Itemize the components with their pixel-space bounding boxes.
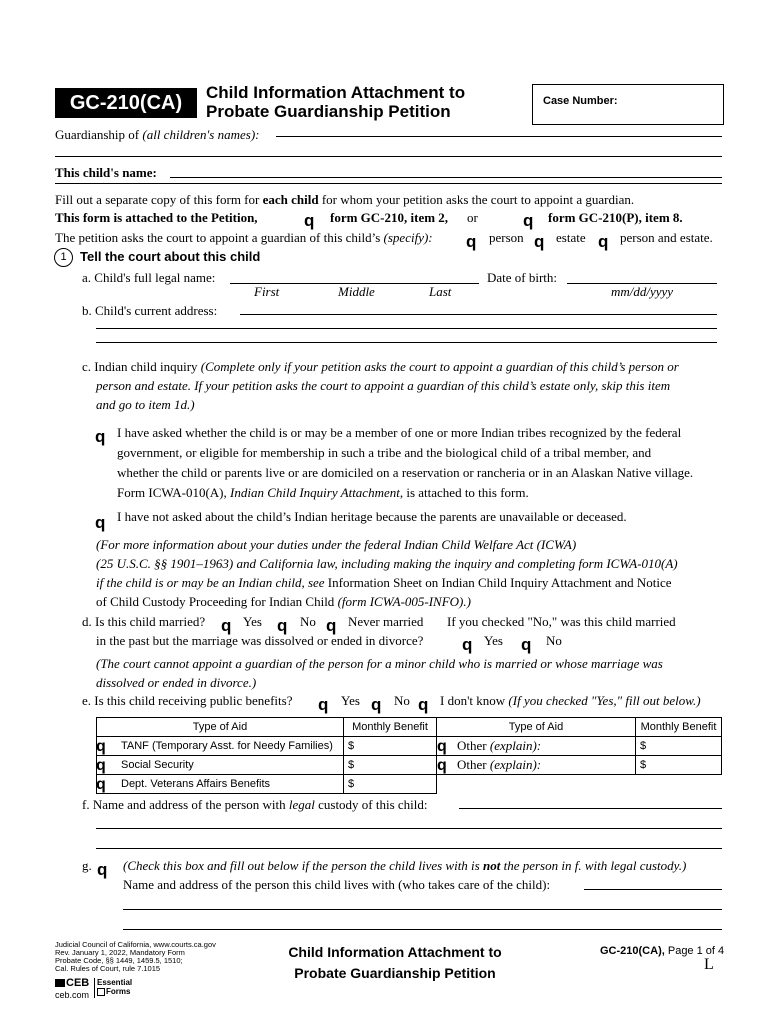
checkbox-lives-with[interactable]: q	[97, 860, 108, 879]
section-heading: Tell the court about this child	[80, 249, 261, 264]
checkbox-married-yes[interactable]: q	[221, 616, 232, 635]
checkbox-social-security[interactable]: q	[96, 757, 106, 774]
footer-page: GC-210(CA), Page 1 of 4	[600, 945, 725, 957]
checkbox-benefits-no[interactable]: q	[371, 695, 382, 714]
checkbox-gc210p[interactable]: q	[523, 211, 534, 230]
footer-title: Child Information Attachment to Probate Guardianship Petition	[288, 944, 502, 981]
checkbox-estate[interactable]: q	[534, 232, 545, 251]
case-number-box[interactable]	[532, 84, 724, 125]
f-label: f. Name and address of the person with legal custody of this child:	[82, 797, 428, 812]
checkbox-benefits-dontknow[interactable]: q	[418, 695, 429, 714]
table-row: q Other (explain): $	[437, 756, 722, 775]
ceb-url: ceb.com	[55, 990, 90, 1000]
married-yes: Yes	[243, 614, 262, 629]
benefits-dontknow: I don't know (If you checked "Yes," fill out below.)	[440, 693, 701, 708]
checkbox-gc210[interactable]: q	[304, 211, 315, 230]
checkbox-va[interactable]: q	[96, 776, 106, 793]
guardianship-hint: (all children's names):	[142, 127, 260, 142]
guardianship-label-row	[55, 127, 259, 143]
opt-gc210: form GC-210, item 2,	[330, 210, 449, 225]
form-title-line1: Child Information Attachment to	[206, 83, 466, 102]
col-monthly-benefit: Monthly Benefit	[344, 718, 437, 737]
checkbox-divorced-no[interactable]: q	[521, 635, 532, 654]
table-row: q Other (explain): $	[437, 737, 722, 756]
divorced-no: No	[546, 633, 562, 648]
e-label: e. Is this child receiving public benefits?	[82, 693, 293, 708]
col-type-of-aid: Type of Aid	[97, 718, 344, 737]
other2-amount[interactable]: $	[636, 756, 722, 775]
logo-divider	[94, 978, 95, 998]
g-text2: Name and address of the person this child lives with (who takes care of the child):	[123, 877, 551, 892]
checkbox-other-2[interactable]: q	[437, 757, 447, 774]
table-row: q Dept. Veterans Affairs Benefits $	[97, 775, 437, 794]
d-line2: in the past but the marriage was dissolved or ended in divorce?	[96, 633, 424, 648]
married-no: No	[300, 614, 316, 629]
address-field-2[interactable]	[96, 328, 717, 329]
childs-name-label: This child's name:	[55, 165, 157, 180]
essential-forms-logo: Essential Forms	[97, 978, 133, 996]
opt-estate: estate	[556, 230, 586, 245]
tanf-amount[interactable]: $	[344, 737, 437, 756]
checkbox-icwa-not-asked[interactable]: q	[95, 513, 106, 532]
guardianship-field-2[interactable]	[55, 156, 722, 157]
or-label: or	[467, 210, 478, 225]
opt-person: person	[489, 230, 524, 245]
c-info: (For more information about your duties under the federal Indian Child Welfare Act (ICWA) (25 U.S.C. §§ 1901–1963) and California law, including making the inquiry and completing form ICWA-010(A) if the child is or may be an Indian child, see Information Sheet on Indian Child Inquiry Attachment and Notice of Child Custody Proceeding for Indian Child (form ICWA-005-INFO).)	[96, 537, 678, 609]
checkbox-person[interactable]: q	[466, 232, 477, 251]
table-row: q TANF (Temporary Asst. for Needy Families) $	[97, 737, 437, 756]
checkbox-tanf[interactable]: q	[96, 738, 106, 755]
c-opt2-text: I have not asked about the child’s Indian heritage because the parents are unavailable or deceased.	[117, 509, 627, 524]
checkbox-person-estate[interactable]: q	[598, 232, 609, 251]
c-instructions: c. Indian child inquiry (Complete only if your petition asks the court to appoint a guardian of this child’s person or person and estate. If your petition asks the court to appoint a guardian of this child’s estate only, skip this item and go to item 1d.)	[82, 359, 679, 412]
form-title	[206, 83, 465, 121]
checkbox-divorced-yes[interactable]: q	[462, 635, 473, 654]
c-opt1-text: I have asked whether the child is or may be a member of one or more Indian tribes recognized by the federal government, or eligible for membership in such a tribe and the biological child of a tribal member, and whether the child or parents live or are domiciled on a reservation or rancheria or in an Alaskan Native village. Form ICWA-010(A), Indian Child Inquiry Attachment, is attached to this form.	[117, 425, 694, 500]
last-hint: Last	[429, 284, 452, 299]
guardianship-field[interactable]	[276, 136, 722, 137]
legal-custody-field-2[interactable]	[96, 828, 722, 829]
ceb-logo: CEB	[55, 978, 89, 988]
dob-hint: mm/dd/yyyy	[611, 284, 674, 299]
a-label: a. Child's full legal name:	[82, 270, 216, 285]
checkbox-married-no[interactable]: q	[277, 616, 288, 635]
aid-table-left	[96, 717, 437, 794]
footer-small-text: Judicial Council of California, www.courts.ca.gov Rev. January 1, 2022, Mandatory Form Probate Code, §§ 1449, 1459.5, 1510; Cal. Rules of Court, rule 7.1015	[55, 940, 216, 973]
first-hint: First	[254, 284, 280, 299]
middle-hint: Middle	[338, 284, 375, 299]
form-id: GC-210(CA)	[55, 88, 197, 118]
benefits-no: No	[394, 693, 410, 708]
guardianship-label: Guardianship of	[55, 127, 140, 142]
legal-custody-field-3[interactable]	[96, 848, 722, 849]
divorced-yes: Yes	[484, 633, 503, 648]
intro-line1: Fill out a separate copy of this form for each child for whom your petition asks the court to appoint a guardian.	[55, 192, 635, 207]
address-field-1[interactable]	[240, 314, 717, 315]
never-married: Never married	[348, 614, 424, 629]
benefits-yes: Yes	[341, 693, 360, 708]
lives-with-field-1[interactable]	[584, 889, 722, 890]
aid-table-right	[436, 717, 722, 775]
checkbox-icwa-asked[interactable]: q	[95, 427, 106, 446]
d-label: d. Is this child married?	[82, 614, 206, 629]
asks-label-row: The petition asks the court to appoint a guardian of this child’s (specify):	[55, 230, 433, 245]
ss-amount[interactable]: $	[344, 756, 437, 775]
opt-person-estate: person and estate.	[620, 230, 713, 245]
dob-label: Date of birth:	[487, 270, 558, 285]
opt-gc210p: form GC-210(P), item 8.	[548, 210, 683, 225]
col-type-of-aid-right: Type of Aid	[437, 718, 636, 737]
checkbox-other-1[interactable]: q	[437, 738, 447, 755]
form-title-line2: Probate Guardianship Petition	[206, 102, 451, 121]
footer-mark: L	[704, 956, 714, 973]
ceb-logo-mark	[55, 979, 65, 987]
section-number: 1	[54, 248, 73, 267]
g-label: g.	[82, 858, 92, 873]
checkbox-never-married[interactable]: q	[326, 616, 337, 635]
case-number-label: Case Number:	[543, 95, 618, 107]
d-followup: If you checked "No," was this child married	[447, 614, 676, 629]
lives-with-field-3[interactable]	[123, 929, 722, 930]
b-label: b. Child's current address:	[82, 303, 218, 318]
va-amount[interactable]: $	[344, 775, 437, 794]
legal-custody-field-1[interactable]	[459, 808, 722, 809]
other1-amount[interactable]: $	[636, 737, 722, 756]
g-text1: (Check this box and fill out below if the person the child lives with is not the person in f. with legal custody.)	[123, 858, 687, 873]
address-field-3[interactable]	[96, 342, 717, 343]
childs-name-field[interactable]	[170, 177, 722, 178]
forms-icon	[97, 988, 105, 996]
table-row: q Social Security $	[97, 756, 437, 775]
col-monthly-benefit-right: Monthly Benefit	[636, 718, 722, 737]
divider	[55, 183, 722, 184]
lives-with-field-2[interactable]	[123, 909, 722, 910]
checkbox-benefits-yes[interactable]: q	[318, 695, 329, 714]
attached-label: This form is attached to the Petition,	[55, 210, 258, 225]
d-note: (The court cannot appoint a guardian of the person for a minor child who is married or whose marriage was dissolved or ended in divorce.)	[96, 656, 663, 690]
